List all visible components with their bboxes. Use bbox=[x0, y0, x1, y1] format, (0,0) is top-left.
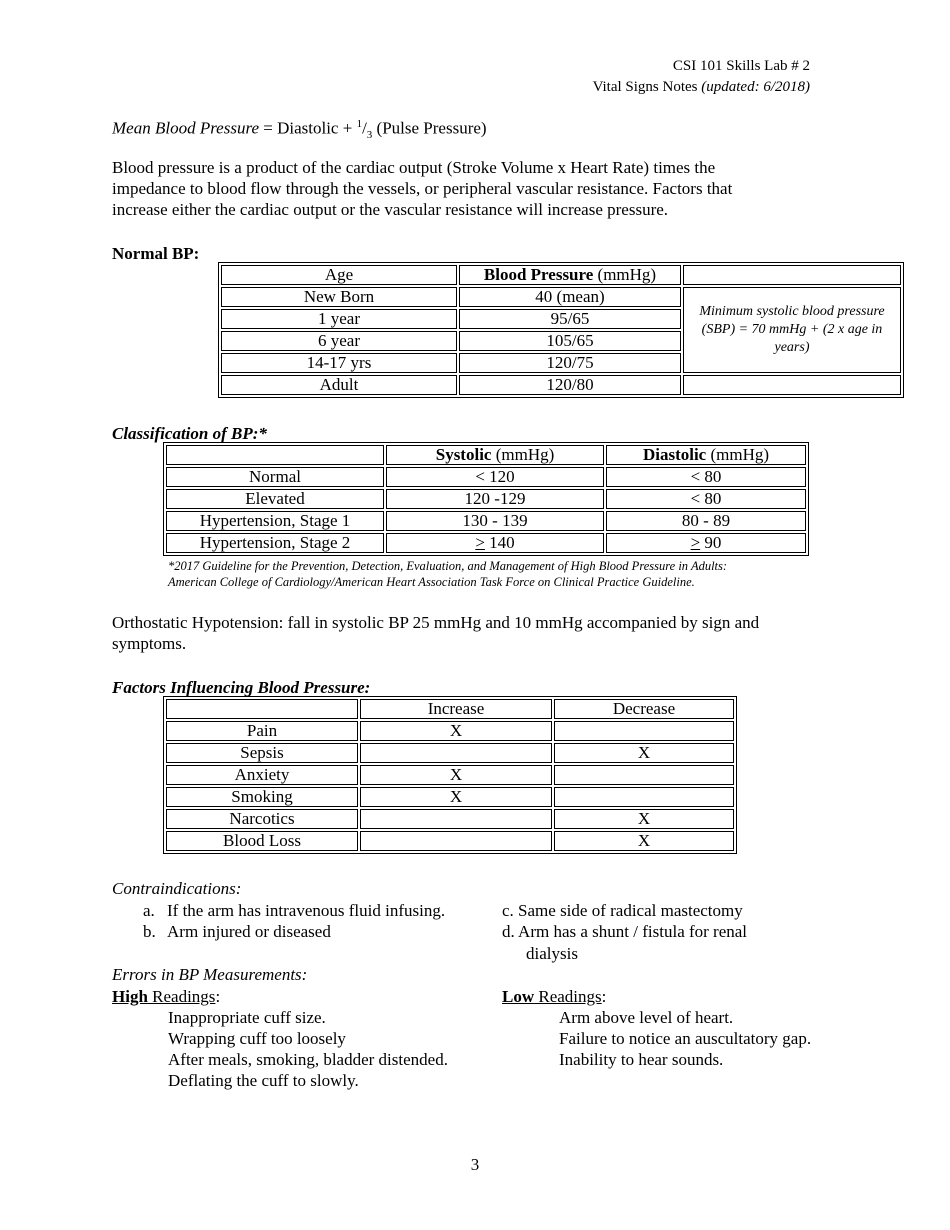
table-row bbox=[166, 787, 734, 807]
systolic-cell bbox=[386, 533, 604, 553]
decrease-cell: X bbox=[554, 809, 734, 829]
formula-slash: / bbox=[362, 118, 367, 138]
list-item: Deflating the cuff to slowly. bbox=[168, 1071, 359, 1090]
factors-title: Factors Influencing Blood Pressure: bbox=[112, 678, 371, 697]
contra-item-c: c. Same side of radical mastectomy bbox=[502, 901, 743, 920]
orthostatic-paragraph bbox=[112, 612, 759, 654]
errors-title: Errors in BP Measurements: bbox=[112, 965, 308, 984]
high-readings-heading bbox=[112, 986, 220, 1007]
col-decrease-header: Decrease bbox=[554, 699, 734, 719]
decrease-cell bbox=[554, 721, 734, 741]
low-rest: Readings bbox=[534, 987, 602, 1006]
formula-eq: = Diastolic + bbox=[259, 118, 357, 138]
formula-tail: (Pulse Pressure) bbox=[372, 118, 487, 138]
high-readings-label bbox=[112, 987, 215, 1006]
gte-symbol: > bbox=[690, 533, 701, 552]
high-bold: High bbox=[112, 987, 148, 1006]
list-marker: b. bbox=[143, 922, 156, 941]
systolic-cell: 130 - 139 bbox=[386, 511, 604, 531]
col-bp-label: Blood Pressure bbox=[483, 265, 594, 284]
list-item: Inability to hear sounds. bbox=[559, 1050, 724, 1069]
header-notes-title: Vital Signs Notes bbox=[592, 79, 698, 95]
diastolic-value: 90 bbox=[700, 533, 722, 552]
diastolic-cell: < 80 bbox=[606, 467, 806, 487]
systolic-label: Systolic bbox=[435, 445, 492, 464]
systolic-unit: (mmHg) bbox=[491, 445, 555, 464]
table-row bbox=[221, 375, 901, 395]
increase-cell bbox=[360, 809, 552, 829]
increase-cell bbox=[360, 831, 552, 851]
table-row bbox=[166, 743, 734, 763]
normal-bp-table bbox=[218, 262, 904, 398]
normal-bp-title: Normal BP: bbox=[112, 244, 200, 263]
decrease-cell: X bbox=[554, 831, 734, 851]
factors-table bbox=[163, 696, 737, 854]
factor-cell: Sepsis bbox=[166, 743, 358, 763]
colon: : bbox=[215, 987, 221, 1006]
classification-table bbox=[163, 442, 809, 556]
list-text: If the arm has intravenous fluid infusing. bbox=[167, 901, 446, 920]
systolic-cell: < 120 bbox=[386, 467, 604, 487]
table-row bbox=[166, 809, 734, 829]
increase-cell: X bbox=[360, 787, 552, 807]
intro-line: impedance to blood flow through the vessels, or peripheral vascular resistance. Factors that bbox=[112, 179, 733, 198]
gte-symbol: > bbox=[475, 533, 485, 552]
intro-line: increase either the cardiac output or the vascular resistance will increase pressure. bbox=[112, 200, 669, 219]
diastolic-cell bbox=[606, 533, 806, 553]
list-item: Arm above level of heart. bbox=[559, 1008, 734, 1027]
formula-numerator: 1 bbox=[356, 118, 363, 130]
systolic-value: 140 bbox=[484, 533, 515, 552]
decrease-cell bbox=[554, 787, 734, 807]
low-readings-label bbox=[502, 987, 602, 1006]
increase-cell bbox=[360, 743, 552, 763]
decrease-cell bbox=[554, 765, 734, 785]
age-cell: 14-17 yrs bbox=[221, 353, 457, 373]
age-cell: Adult bbox=[221, 375, 457, 395]
list-item: After meals, smoking, bladder distended. bbox=[168, 1050, 448, 1069]
list-item: Wrapping cuff too loosely bbox=[168, 1029, 346, 1048]
col-diastolic-header bbox=[606, 445, 806, 465]
table-row bbox=[166, 831, 734, 851]
high-readings-list bbox=[168, 1007, 448, 1091]
col-bp-header bbox=[459, 265, 681, 285]
contra-item-a bbox=[143, 900, 446, 921]
factor-cell: Smoking bbox=[166, 787, 358, 807]
category-cell: Elevated bbox=[166, 489, 384, 509]
formula-denominator: 3 bbox=[366, 129, 373, 142]
table-row bbox=[166, 467, 806, 487]
footnote-line: *2017 Guideline for the Prevention, Detection, Evaluation, and Management of High Blood Pressure in Adults: bbox=[168, 559, 728, 573]
contra-item-b bbox=[143, 921, 331, 942]
high-rest: Readings bbox=[147, 987, 216, 1006]
col-bp-unit: (mmHg) bbox=[593, 265, 657, 284]
col-age-header: Age bbox=[221, 265, 457, 285]
page-number: 3 bbox=[470, 1155, 480, 1174]
increase-cell: X bbox=[360, 721, 552, 741]
list-item: Failure to notice an auscultatory gap. bbox=[559, 1029, 812, 1048]
classification-footnote bbox=[168, 558, 727, 590]
orthostatic-line: Orthostatic Hypotension: fall in systolic BP 25 mmHg and 10 mmHg accompanied by sign and bbox=[112, 613, 760, 632]
list-text: Arm injured or diseased bbox=[167, 922, 331, 941]
factor-cell: Narcotics bbox=[166, 809, 358, 829]
diastolic-cell: 80 - 89 bbox=[606, 511, 806, 531]
orthostatic-line: symptoms. bbox=[112, 634, 187, 653]
bp-cell: 95/65 bbox=[459, 309, 681, 329]
table-header-row bbox=[166, 445, 806, 465]
intro-paragraph bbox=[112, 157, 732, 220]
col-note-header bbox=[683, 265, 901, 285]
table-row bbox=[166, 533, 806, 553]
bp-cell: 105/65 bbox=[459, 331, 681, 351]
header-subtitle bbox=[593, 77, 810, 98]
header-course: CSI 101 Skills Lab # 2 bbox=[672, 58, 810, 74]
list-marker: a. bbox=[143, 901, 155, 920]
bp-cell: 120/80 bbox=[459, 375, 681, 395]
bp-cell: 120/75 bbox=[459, 353, 681, 373]
empty-cell bbox=[683, 375, 901, 395]
contraindications-title: Contraindications: bbox=[112, 879, 242, 898]
increase-cell: X bbox=[360, 765, 552, 785]
systolic-cell: 120 -129 bbox=[386, 489, 604, 509]
contra-item-d: d. Arm has a shunt / fistula for renal bbox=[502, 922, 748, 941]
table-row bbox=[166, 721, 734, 741]
col-increase-header: Increase bbox=[360, 699, 552, 719]
mean-bp-formula bbox=[112, 114, 487, 146]
header-updated: (updated: 6/2018) bbox=[701, 79, 810, 95]
bp-cell: 40 (mean) bbox=[459, 287, 681, 307]
low-bold: Low bbox=[502, 987, 535, 1006]
diastolic-cell: < 80 bbox=[606, 489, 806, 509]
age-cell: New Born bbox=[221, 287, 457, 307]
colon: : bbox=[601, 987, 607, 1006]
table-row bbox=[221, 287, 901, 307]
col-systolic-header bbox=[386, 445, 604, 465]
age-cell: 6 year bbox=[221, 331, 457, 351]
low-readings-heading bbox=[502, 986, 606, 1007]
classification-title: Classification of BP:* bbox=[112, 424, 267, 443]
decrease-cell: X bbox=[554, 743, 734, 763]
footnote-line: American College of Cardiology/American Heart Association Task Force on Clinical Practice Guideline. bbox=[168, 575, 695, 589]
page-header bbox=[593, 56, 810, 98]
formula-term: Mean Blood Pressure bbox=[112, 118, 259, 138]
table-header-row bbox=[166, 699, 734, 719]
category-cell: Normal bbox=[166, 467, 384, 487]
low-readings-list bbox=[559, 1007, 811, 1070]
list-item: Inappropriate cuff size. bbox=[168, 1008, 326, 1027]
category-cell: Hypertension, Stage 2 bbox=[166, 533, 384, 553]
min-sbp-note: Minimum systolic blood pressure (SBP) = 70 mmHg + (2 x age in years) bbox=[683, 287, 901, 373]
table-header-row bbox=[221, 265, 901, 285]
diastolic-label: Diastolic bbox=[642, 445, 707, 464]
intro-line: Blood pressure is a product of the cardiac output (Stroke Volume x Heart Rate) times the bbox=[112, 158, 716, 177]
table-row bbox=[166, 489, 806, 509]
age-cell: 1 year bbox=[221, 309, 457, 329]
category-cell: Hypertension, Stage 1 bbox=[166, 511, 384, 531]
empty-header-cell bbox=[166, 445, 384, 465]
empty-header-cell bbox=[166, 699, 358, 719]
diastolic-unit: (mmHg) bbox=[706, 445, 770, 464]
table-row bbox=[166, 511, 806, 531]
factor-cell: Pain bbox=[166, 721, 358, 741]
factor-cell: Blood Loss bbox=[166, 831, 358, 851]
contra-item-d-cont: dialysis bbox=[526, 944, 578, 963]
factor-cell: Anxiety bbox=[166, 765, 358, 785]
table-row bbox=[166, 765, 734, 785]
